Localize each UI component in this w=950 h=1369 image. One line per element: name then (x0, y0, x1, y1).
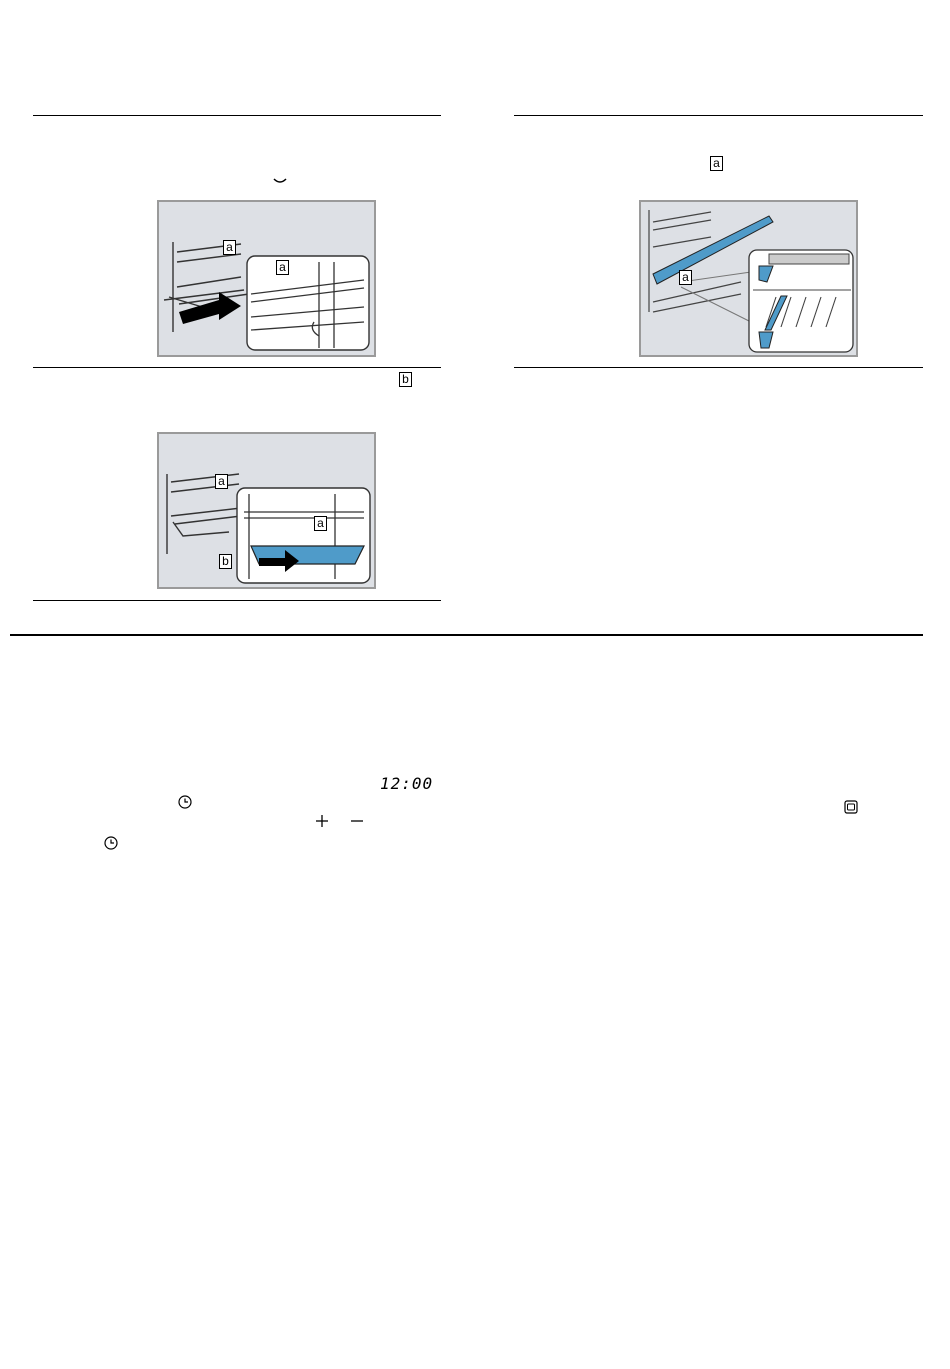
clock-display: 12:00 (380, 774, 434, 793)
section-divider (10, 634, 923, 636)
table-left-mid-rule (33, 367, 441, 368)
clock-icon (104, 836, 118, 850)
figure-label-a: a (679, 270, 692, 285)
clock-icon (178, 795, 192, 809)
figure-telescopic-rail (639, 200, 858, 357)
oven-icon (844, 800, 858, 814)
figure-insert-tray (157, 432, 376, 589)
figure-insert-rack (157, 200, 376, 357)
figure-label-b: b (219, 554, 232, 569)
table-left-bottom-rule (33, 600, 441, 601)
plus-icon (315, 814, 329, 828)
figure-label-a: a (314, 516, 327, 531)
rack-hook-icon (272, 177, 288, 185)
minus-icon (350, 814, 364, 828)
figure-label-a: a (276, 260, 289, 275)
figure-label-a: a (223, 240, 236, 255)
callout-label-a: a (710, 156, 723, 171)
table-right-top-rule (514, 115, 923, 116)
table-left-top-rule (33, 115, 441, 116)
table-right-bottom-rule (514, 367, 923, 368)
figure-label-a: a (215, 474, 228, 489)
callout-label-b: b (399, 372, 412, 387)
